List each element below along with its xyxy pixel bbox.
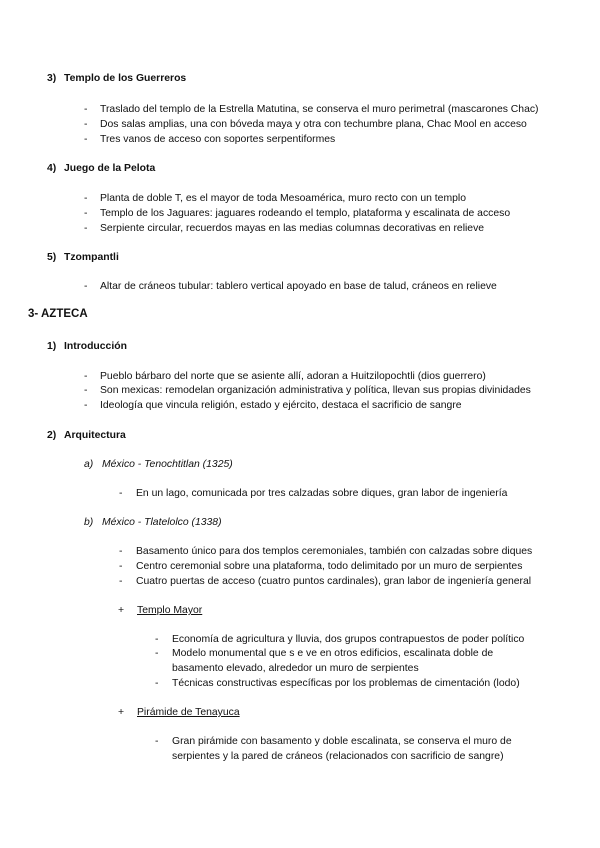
list-item: Dos salas amplias, una con bóveda maya y otra con techumbre plana, Chac Mool en acceso [100, 119, 527, 130]
dash: - [84, 385, 88, 396]
list-item-continuation: basamento elevado, alrededor un muro de serpientes [172, 663, 419, 674]
dash: - [155, 634, 159, 645]
section-number: 4) [47, 163, 57, 174]
list-item: Tres vanos de acceso con soportes serpentiformes [100, 134, 336, 145]
dash: - [155, 648, 159, 659]
dash: - [84, 193, 88, 204]
list-item: Modelo monumental que s e ve en otros edificios, escalinata doble de [172, 648, 494, 659]
list-item: Basamento único para dos templos ceremoniales, también con calzadas sobre diques [136, 546, 533, 557]
subsection-title: México - Tenochtitlan (1325) [102, 459, 233, 470]
subsection-letter: b) [84, 517, 94, 528]
list-item-continuation: serpientes y la pared de cráneos (relacionados con sacrificio de sangre) [172, 751, 504, 762]
list-item: Serpiente circular, recuerdos mayas en las medias columnas decorativas en relieve [100, 223, 485, 234]
list-item: Ideología que vincula religión, estado y ejército, destaca el sacrificio de sangre [100, 400, 462, 411]
section-title: Arquitectura [64, 430, 126, 441]
dash: - [84, 119, 88, 130]
section-number: 2) [47, 430, 57, 441]
subsection-letter: a) [84, 459, 94, 470]
chapter-title: 3- AZTECA [28, 308, 88, 320]
list-item: Templo de los Jaguares: jaguares rodeando el templo, plataforma y escalinata de acceso [100, 208, 511, 219]
list-item: Traslado del templo de la Estrella Matutina, se conserva el muro perimetral (mascarones Chac) [100, 104, 539, 115]
section-number: 3) [47, 73, 57, 84]
section-title: Tzompantli [64, 252, 119, 263]
list-item: Cuatro puertas de acceso (cuatro puntos cardinales), gran labor de ingeniería general [136, 576, 532, 587]
list-item: Altar de cráneos tubular: tablero vertical apoyado en base de talud, cráneos en relieve [100, 281, 497, 292]
section-title: Templo de los Guerreros [64, 73, 187, 84]
list-item: Gran pirámide con basamento y doble escalinata, se conserva el muro de [172, 736, 512, 747]
dash: - [84, 134, 88, 145]
section-number: 1) [47, 341, 57, 352]
dash: - [119, 546, 123, 557]
section-title: Juego de la Pelota [64, 163, 156, 174]
subheading-templo-mayor: Templo Mayor [137, 605, 203, 616]
dash: - [84, 400, 88, 411]
list-item: Economía de agricultura y lluvia, dos grupos contrapuestos de poder político [172, 634, 525, 645]
subsection-title: México - Tlatelolco (1338) [102, 517, 222, 528]
list-item: Planta de doble T, es el mayor de toda Mesoamérica, muro recto con un templo [100, 193, 466, 204]
section-title: Introducción [64, 341, 127, 352]
dash: - [119, 576, 123, 587]
dash: - [155, 736, 159, 747]
dash: - [119, 561, 123, 572]
section-number: 5) [47, 252, 57, 263]
list-item: En un lago, comunicada por tres calzadas sobre diques, gran labor de ingeniería [136, 488, 508, 499]
subheading-piramide-tenayuca: Pirámide de Tenayuca [137, 707, 240, 718]
dash: - [155, 678, 159, 689]
list-item: Técnicas constructivas específicas por los problemas de cimentación (lodo) [172, 678, 520, 689]
dash: - [119, 488, 123, 499]
dash: - [84, 371, 88, 382]
dash: - [84, 223, 88, 234]
plus-bullet: + [118, 605, 125, 616]
dash: - [84, 281, 88, 292]
list-item: Pueblo bárbaro del norte que se asiente allí, adoran a Huitzilopochtli (dios guerrero) [100, 371, 486, 382]
dash: - [84, 208, 88, 219]
plus-bullet: + [118, 707, 125, 718]
list-item: Centro ceremonial sobre una plataforma, todo delimitado por un muro de serpientes [136, 561, 523, 572]
list-item: Son mexicas: remodelan organización administrativa y política, llevan sus propias divinidades [100, 385, 531, 396]
dash: - [84, 104, 88, 115]
